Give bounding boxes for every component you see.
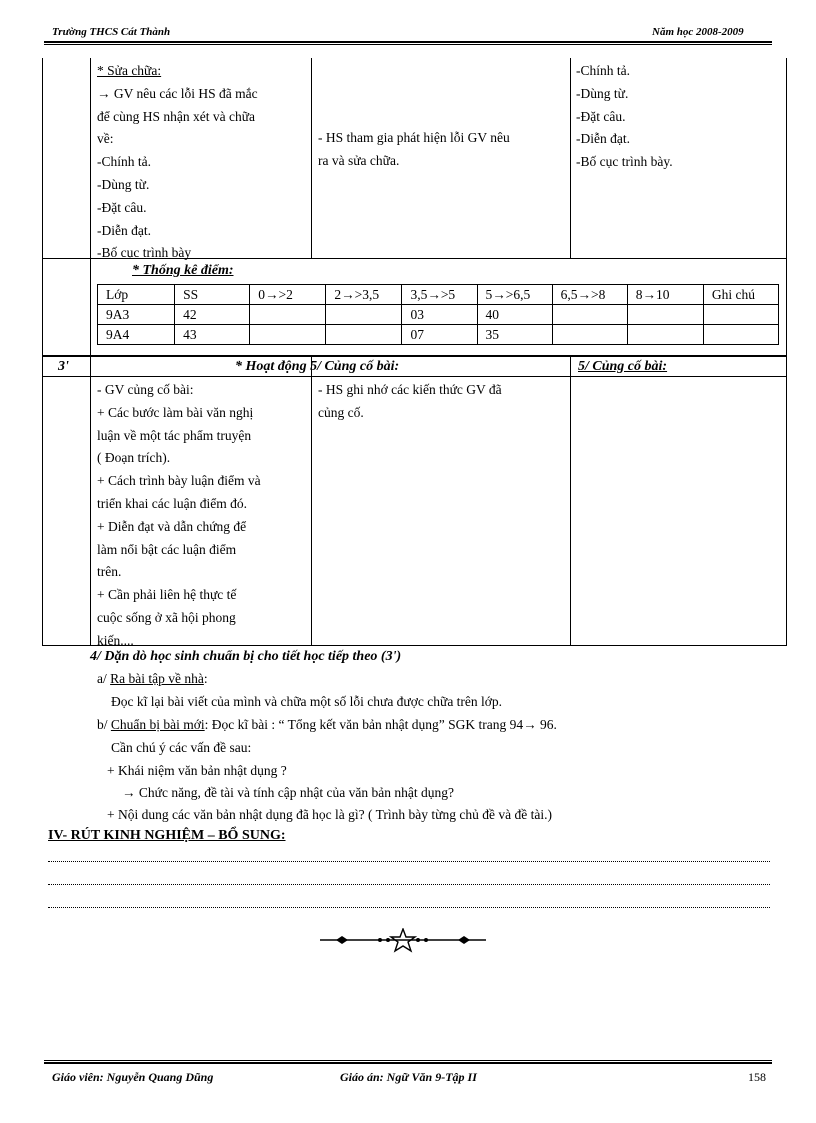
homework-a-prefix: a/ [97,671,111,686]
notes-line [48,860,770,862]
fix-line: -Dùng từ. [97,176,150,192]
fix-line: để cùng HS nhận xét và chữa [97,108,256,124]
homework-b [97,714,557,736]
fix-line: → GV nêu các lỗi HS đã mắc [97,85,258,101]
homework-note: Cần chú ý các vấn đề sau: [111,740,252,755]
homework-a [97,668,208,690]
header-school: Trường THCS Cát Thành [52,26,171,38]
stats-cell [326,305,402,325]
activity5-line: + Các bước làm bài văn nghị [97,404,254,420]
stats-cell: 03 [402,305,477,325]
stats-cell: 35 [477,325,552,345]
stats-header: 3,5→>5 [402,285,477,305]
activity5-line: cuộc sống ở xã hội phong [97,609,236,625]
activity5-line: triển khai các luận điểm đó. [97,495,247,511]
activity5-line: kiến.... [97,632,134,648]
activity5-teacher-cell [97,379,307,653]
homework-a-text: Đọc kĩ lại bài viết của mình và chữa một số lỗi chưa được chữa trên lớp. [111,694,503,709]
stats-header: Lớp [98,285,175,305]
footer-plan: Giáo án: Ngữ Văn 9-Tập II [340,1070,477,1084]
stats-cell [250,325,326,345]
fix-teacher-cell [97,60,307,265]
homework-title: 4/ Dặn dò học sinh chuẩn bị cho tiết học tiếp theo (3') [90,649,402,664]
stats-cell [703,325,778,345]
stats-cell [250,305,326,325]
stats-cell: 9A3 [98,305,175,325]
notes-line [48,883,770,885]
activity5-line: + Cách trình bày luận điểm và [97,473,261,489]
homework-q2: + Nội dung các văn bản nhật dụng đã học là gì? ( Trình bày từng chủ đề và đề tài.) [107,807,552,822]
fix-student-line: ra và sửa chữa. [318,152,400,168]
notes-line [48,906,770,908]
stats-cell: 07 [402,325,477,345]
stats-cell [703,305,778,325]
stats-header: 0→>2 [250,285,326,305]
activity5-line: + Cần phải liên hệ thực tế [97,587,237,603]
fix-line: về: [97,131,114,147]
homework-b-prefix: b/ [97,717,111,732]
fix-note: -Chính tả. [576,63,630,78]
stats-row [98,325,779,345]
homework-a-suffix: : [203,671,208,686]
activity5-student-line: - HS ghi nhớ các kiến thức GV đã [318,382,502,397]
fix-line: -Bố cục trình bày [97,245,192,261]
header-rule [44,41,772,43]
footer-rule [44,1060,772,1061]
fix-line: -Diễn đạt. [97,222,151,238]
stats-header: 6,5→>8 [552,285,627,305]
section4-title: IV- RÚT KINH NGHIỆM – BỔ SUNG: [48,828,286,843]
activity5-line: làm nổi bật các luận điểm [97,541,237,557]
activity5-line: ( Đoạn trích). [97,450,171,466]
stats-header: SS [175,285,250,305]
stats-cell: 42 [175,305,250,325]
stats-row [98,305,779,325]
stats-title: * Thống kê điểm: [132,263,234,278]
stats-cell [627,325,703,345]
activity5-student-cell [318,379,568,425]
stats-header: 5→>6,5 [477,285,552,305]
stats-cell [326,325,402,345]
fix-title: * Sửa chữa: [97,63,162,78]
fix-note: -Đặt câu. [576,108,626,124]
fix-line: -Đặt câu. [97,199,147,215]
stats-header: Ghi chú [703,285,778,305]
activity5-title: * Hoạt động 5/ Củng cố bài: [235,359,400,374]
fix-note: -Diễn đạt. [576,131,630,147]
stats-cell [627,305,703,325]
stats-cell [552,325,627,345]
stats-cell: 40 [477,305,552,325]
activity5-line: luận về một tác phẩm truyện [97,427,252,443]
activity5-line: + Diễn đạt và dẫn chứng để [97,518,247,534]
stats-header-row [98,285,779,305]
stats-cell [552,305,627,325]
stats-header: 2→>3,5 [326,285,402,305]
homework-b-label: Chuẩn bị bài mới [110,717,205,732]
activity5-student-line: củng cố. [318,404,364,420]
activity5-line: - GV củng cố bài: [97,382,194,397]
activity5-line: trên. [97,564,122,580]
stats-header: 8→10 [627,285,703,305]
fix-notes-cell [576,60,776,174]
homework-q1: + Khái niệm văn bản nhật dụng ? [107,763,287,778]
homework-b-text: : Đọc kĩ bài : “ Tổng kết văn bản nhật dụng” SGK trang 94→ 96. [204,717,557,732]
ornament-divider [318,928,488,954]
fix-note: -Bố cục trình bày. [576,154,673,170]
stats-cell: 43 [175,325,250,345]
activity5-time: 3' [58,359,69,374]
stats-table [97,284,779,345]
homework-q1-sub: → Chức năng, đề tài và tính cập nhật của văn bản nhật dụng? [122,785,454,800]
header-year: Năm học 2008-2009 [652,26,744,38]
footer-teacher: Giáo viên: Nguyễn Quang Dũng [52,1070,214,1084]
fix-line: -Chính tả. [97,154,151,170]
fix-student-line: - HS tham gia phát hiện lỗi GV nêu [318,130,510,145]
footer-page: 158 [748,1070,766,1084]
fix-student-cell [318,127,568,173]
stats-cell: 9A4 [98,325,175,345]
activity5-right-title: 5/ Củng cố bài: [578,359,668,374]
homework-a-label: Ra bài tập về nhà [110,671,204,686]
fix-note: -Dùng từ. [576,85,629,101]
